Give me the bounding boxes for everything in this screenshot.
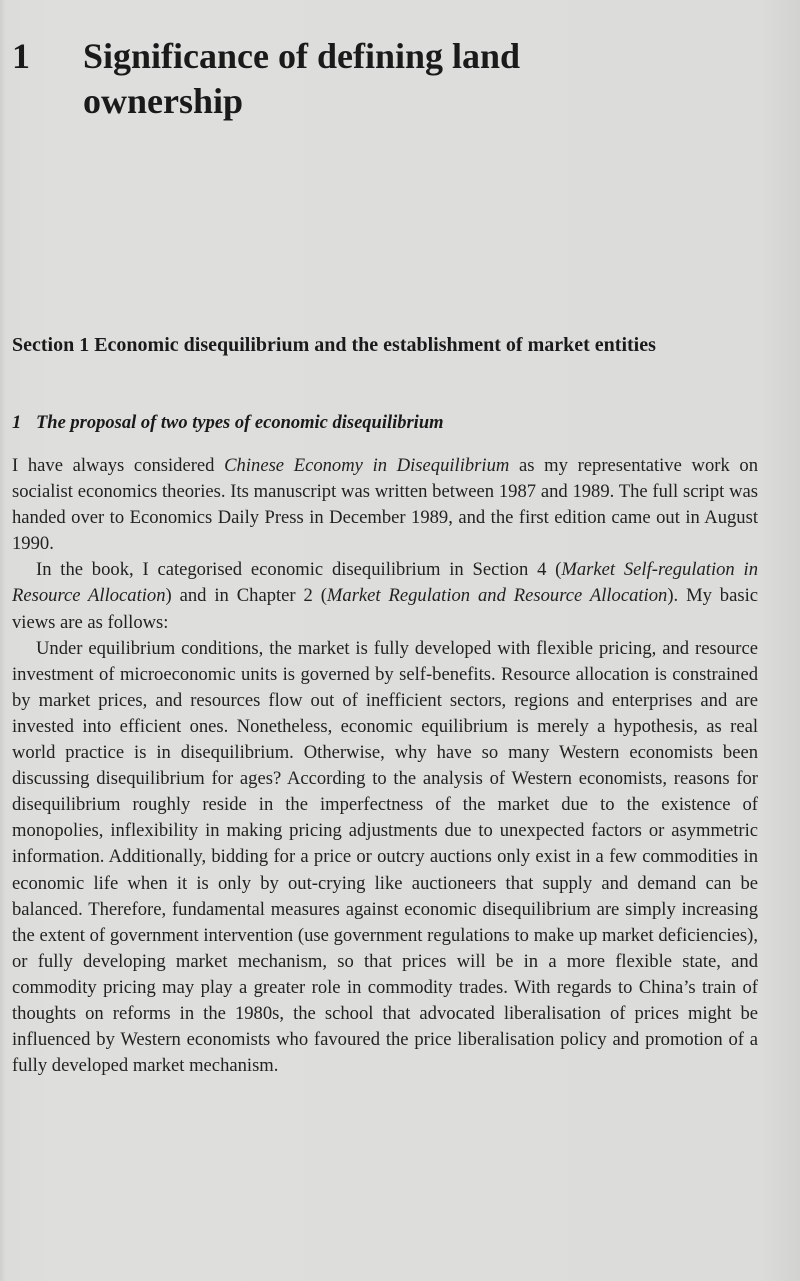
paragraph-2-text-e: ). My basic views are as follows: (12, 585, 759, 633)
book-title-italic: Chinese Economy in Disequilibrium (224, 455, 510, 476)
chapter-title: Significance of defining land ownership (83, 36, 521, 121)
paragraph-2 (12, 557, 758, 635)
paragraph-1 (12, 453, 758, 557)
body-text (12, 453, 758, 1079)
paragraph-1-text-c: as my representative work on socialist economics theories. Its manuscript was written between 1987 and 1989. The full script was handed over to Economics Daily Press in December 1989, and the first edition came out in August 1990. (12, 455, 759, 555)
section-heading: Section 1 Economic disequilibrium and the establishment of market entities (12, 334, 656, 356)
section-title-italic: Market Self-regulation in Resource Allocation (12, 559, 758, 607)
subsection-title: The proposal of two types of economic disequilibrium (36, 413, 444, 433)
chapter-title-italic: Market Regulation and Resource Allocation (326, 585, 668, 607)
paragraph-2-text-c: ) and in Chapter 2 ( (165, 585, 327, 607)
subsection-heading (12, 411, 712, 435)
paragraph-2-text-a: In the book, I categorised economic disequilibrium in Section 4 ( (36, 559, 562, 581)
paragraph-3: Under equilibrium conditions, the market is fully developed with flexible pricing, and resource investment of microeconomic units is governed by self-benefits. Resource allocation is constrained by market prices, and resources flow out of inefficient sectors, regions and enterprises and are invested into efficient ones. Nonetheless, economic equilibrium is merely a hypothesis, as real world practice is in disequilibrium. Otherwise, why have so many Western economists been discussing disequilibrium for ages? According to the analysis of Western economists, reasons for disequilibrium roughly reside in the imperfectness of the market due to the existence of monopolies, inflexibility in making pricing adjustments due to unexpected factors or asymmetric information. Additionally, bidding for a price or outcry auctions only exist in a few commodities in economic life when it is only by out-crying like auctioneers that supply and demand can be balanced. Therefore, fundamental measures against economic disequilibrium are simply increasing the extent of government intervention (use government regulations to make up market deficiencies), or fully developing market mechanism, so that prices will be in a more flexible state, and commodity pricing may play a greater role in commodity trades. With regards to China’s train of thoughts on reforms in the 1980s, the school that advocated liberalisation of prices might be influenced by Western economists who favoured the price liberalisation policy and promotion of a fully developed market mechanism. (12, 637, 758, 1077)
chapter-heading (12, 34, 543, 124)
subsection-number: 1 (12, 413, 22, 433)
paragraph-1-text-a: I have always considered (12, 455, 225, 476)
chapter-number: 1 (12, 36, 30, 76)
